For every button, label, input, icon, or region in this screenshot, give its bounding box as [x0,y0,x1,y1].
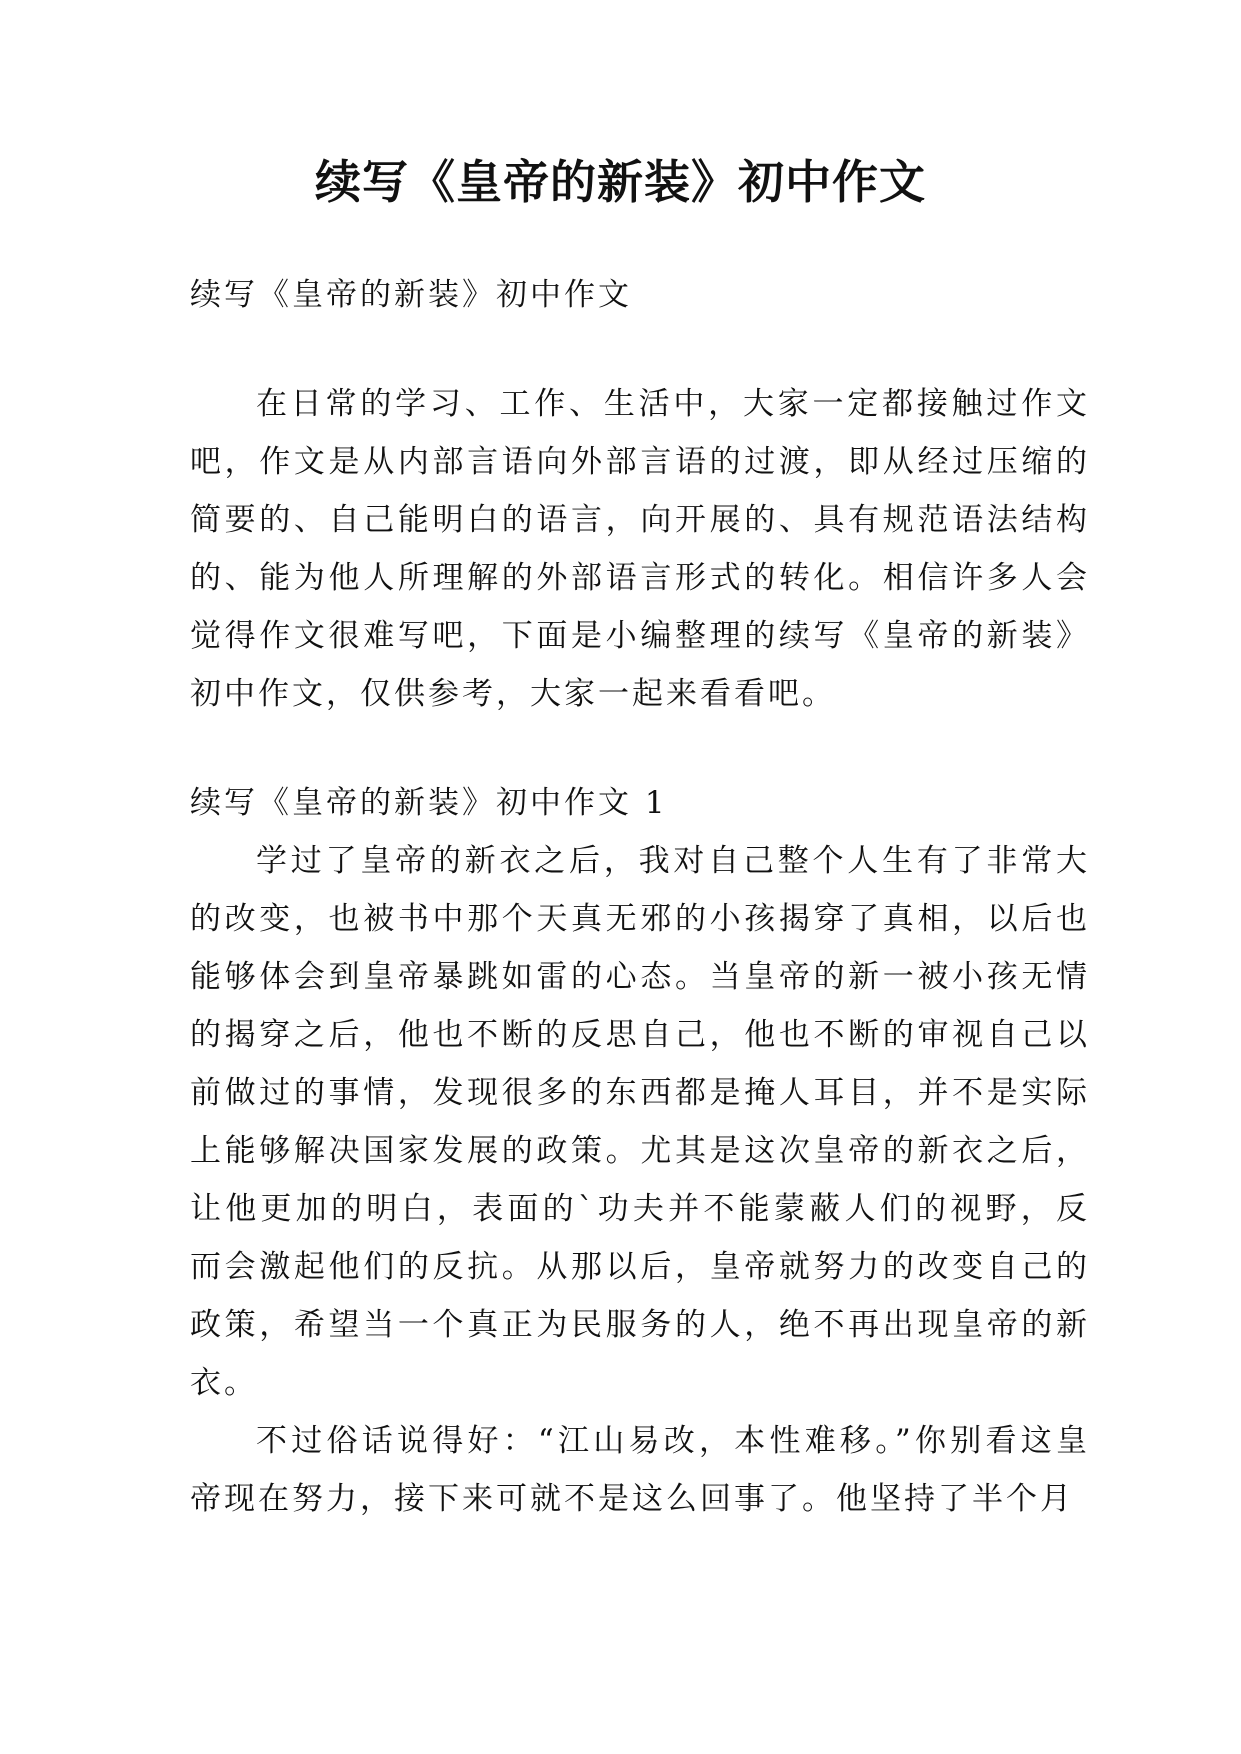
body-paragraph-1: 学过了皇帝的新衣之后，我对自己整个人生有了非常大的改变，也被书中那个天真无邪的小孩揭穿了真相，以后也能够体会到皇帝暴跳如雷的心态。当皇帝的新一被小孩无情的揭穿之后，他也不断的反思自己，他也不断的审视自己以前做过的事情，发现很多的东西都是掩人耳目，并不是实际上能够解决国家发展的政策。尤其是这次皇帝的新衣之后，让他更加的明白，表面的`功夫并不能蒙蔽人们的视野，反而会激起他们的反抗。从那以后，皇帝就努力的改变自己的政策，希望当一个真正为民服务的人，绝不再出现皇帝的新衣。 [190,843,1090,1401]
document-title: 续写《皇帝的新装》初中作文 [315,155,926,209]
intro-paragraph: 在日常的学习、工作、生活中，大家一定都接触过作文吧，作文是从内部言语向外部言语的过渡，即从经过压缩的简要的、自己能明白的语言，向开展的、具有规范语法结构的、能为他人所理解的外部语言形式的转化。相信许多人会觉得作文很难写吧，下面是小编整理的续写《皇帝的新装》初中作文，仅供参考，大家一起来看看吧。 [190,386,1090,712]
section-heading: 续写《皇帝的新装》初中作文 1 [190,785,668,821]
body-paragraph-2: 不过俗话说得好：“江山易改，本性难移。”你别看这皇帝现在努力，接下来可就不是这么回事了。他坚持了半个月 [190,1423,1090,1517]
paragraph-spacer [190,723,1090,774]
document-body [190,266,1090,1528]
document-subtitle: 续写《皇帝的新装》初中作文 [190,277,632,313]
